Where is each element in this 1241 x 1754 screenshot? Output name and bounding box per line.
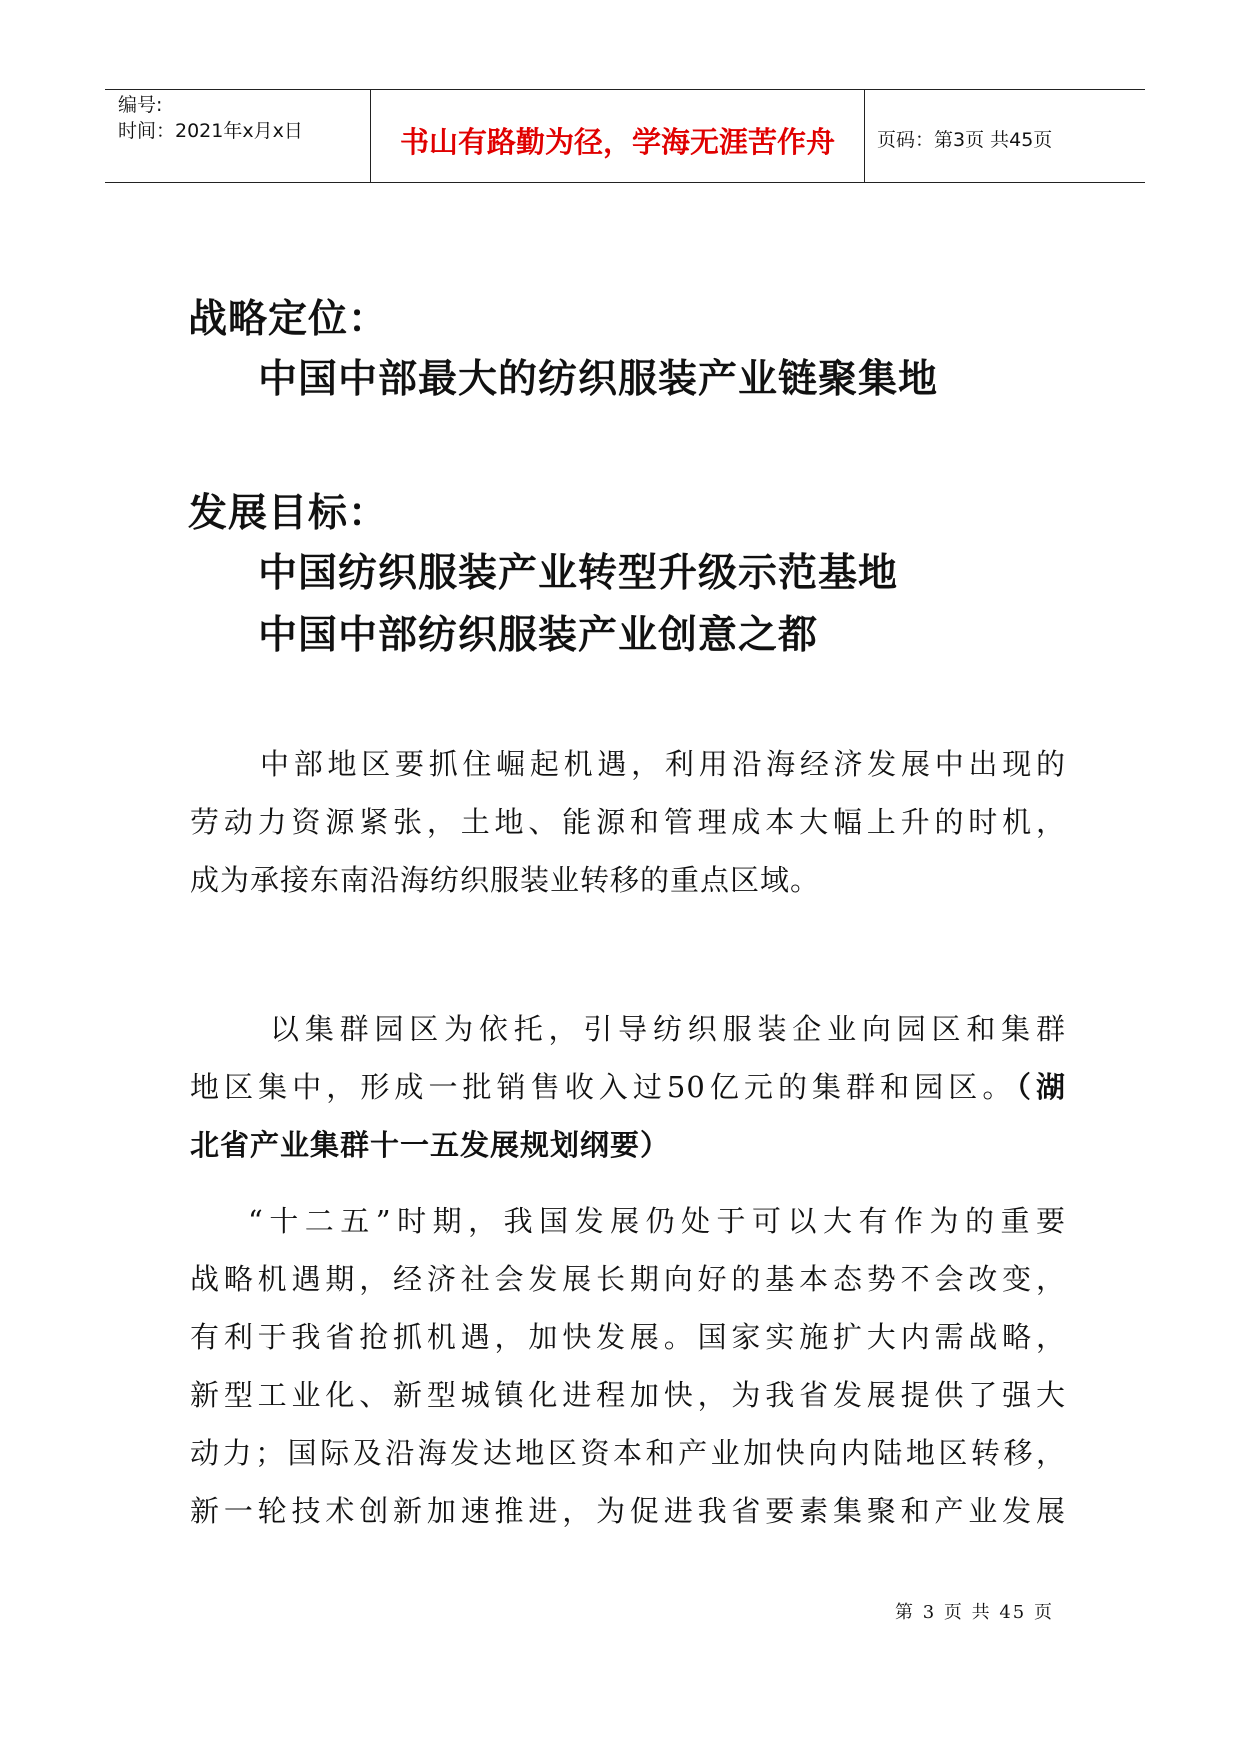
goal-value-1: 中国纺织服装产业转型升级示范基地 bbox=[258, 551, 899, 596]
paragraph-line: 成为承接东南沿海纺织服装业转移的重点区域。 bbox=[190, 863, 821, 897]
paragraph-line: 新型工业化、新型城镇化进程加快，为我省发展提供了强大 bbox=[190, 1378, 1066, 1412]
document-time: 时间：2021年x月x日 bbox=[118, 120, 303, 142]
paragraph-2 bbox=[190, 1000, 1066, 1174]
paragraph-line: 新一轮技术创新加速推进，为促进我省要素集聚和产业发展 bbox=[190, 1494, 1066, 1528]
paragraph-text: 地区集中，形成一批销售收入过50亿元的集群和园区。 bbox=[190, 1070, 1017, 1104]
paragraph-1 bbox=[190, 735, 1066, 909]
paragraph-line: “十二五”时期，我国发展仍处于可以大有作为的重要 bbox=[248, 1204, 1066, 1238]
strategy-value: 中国中部最大的纺织服装产业链聚集地 bbox=[258, 357, 939, 402]
document-number-label: 编号: bbox=[118, 94, 163, 116]
paragraph-3 bbox=[190, 1192, 1066, 1540]
paragraph-line: 中部地区要抓住崛起机遇，利用沿海经济发展中出现的 bbox=[260, 747, 1066, 781]
header-page-cell bbox=[865, 90, 1145, 182]
paragraph-line: 动力；国际及沿海发达地区资本和产业加快向内陆地区转移， bbox=[190, 1436, 1066, 1470]
header-motto-cell bbox=[370, 90, 865, 182]
goal-heading: 发展目标： bbox=[188, 491, 389, 536]
citation-text: （湖 bbox=[1016, 1070, 1066, 1104]
goal-value-2: 中国中部纺织服装产业创意之都 bbox=[258, 613, 819, 658]
citation-text: 北省产业集群十一五发展规划纲要） bbox=[190, 1128, 671, 1162]
page-footer: 第 3 页 共 45 页 bbox=[895, 1602, 1054, 1623]
paragraph-line bbox=[190, 1058, 1066, 1116]
strategy-heading: 战略定位： bbox=[188, 297, 389, 342]
paragraph-line: 劳动力资源紧张，土地、能源和管理成本大幅上升的时机， bbox=[190, 805, 1066, 839]
paragraph-line: 战略机遇期，经济社会发展长期向好的基本态势不会改变， bbox=[190, 1262, 1066, 1296]
paragraph-line: 以集群园区为依托，引导纺织服装企业向园区和集群 bbox=[270, 1012, 1066, 1046]
header-info-cell bbox=[105, 90, 370, 182]
header-page-code: 页码：第3页 共45页 bbox=[877, 129, 1053, 151]
paragraph-line: 有利于我省抢抓机遇，加快发展。国家实施扩大内需战略， bbox=[190, 1320, 1066, 1354]
page-header bbox=[105, 89, 1145, 183]
header-motto: 书山有路勤为径，学海无涯苦作舟 bbox=[399, 125, 835, 159]
